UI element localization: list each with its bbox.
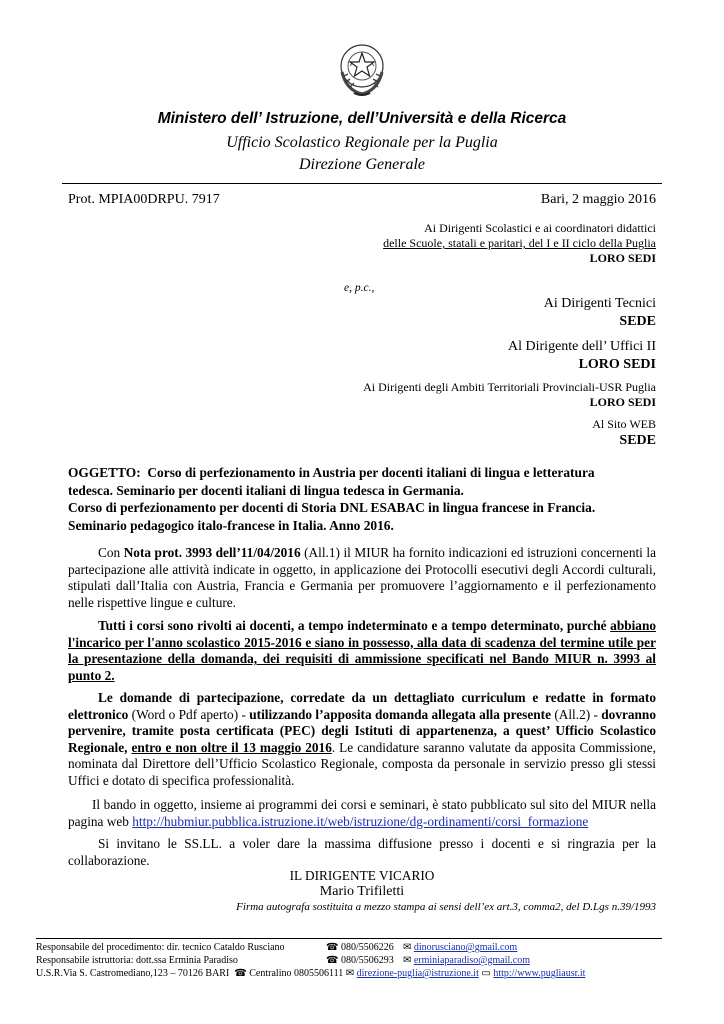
footer-row-procedimento (36, 942, 517, 954)
body-text: (All.1) il MIUR ha fornito indicazioni ed istruzioni concernenti la partecipazione alle attività indicate in oggetto, in applicazione dei Protocolli esecutivi degli Accordi culturali, stipulati dall’Italia con Austria, Francia e Germania per promuovere l’aggiornamento e il perfezionamento nelle rispettive lingue e culture. (68, 545, 656, 610)
paragraph-domande (68, 690, 656, 790)
office-heading: Ufficio Scolastico Regionale per la Puglia (226, 134, 498, 151)
recipient-sede: SEDE (619, 433, 656, 448)
header-divider (62, 183, 662, 184)
body-text: (Word o Pdf aperto) - (128, 706, 250, 722)
phone-icon: ☎ (326, 955, 339, 966)
footer-phone: 080/5506226 (340, 942, 394, 953)
recipients-block-schools (383, 221, 656, 266)
footer-web-link[interactable]: http://www.pugliausr.it (493, 968, 586, 979)
footer-divider (36, 938, 662, 939)
recipients-block-uff (508, 338, 656, 374)
body-text: Con (98, 545, 124, 560)
recipient-sede: LORO SEDI (589, 395, 656, 409)
per-conoscenza-label: e, p.c., (344, 282, 375, 294)
footer-label: Responsabile istruttoria: dott.ssa Erminia Paradiso (36, 955, 238, 966)
body-text: Il bando in oggetto, insieme ai programmi dei corsi e seminari, è stato pubblicato sul sito del MIUR nella pagina web (68, 797, 656, 829)
footer-email-link[interactable]: erminiaparadiso@gmail.com (413, 955, 530, 966)
footer-row-address (36, 968, 585, 980)
body-text: utilizzando l’apposita domanda allegata alla presente (249, 706, 551, 722)
phone-icon: ☎ (326, 942, 339, 953)
footer-label: Responsabile del procedimento: dir. tecnico Cataldo Rusciano (36, 942, 285, 953)
recipient-sede: LORO SEDI (589, 251, 656, 265)
letter-date: Bari, 2 maggio 2016 (540, 192, 656, 207)
footer-address: U.S.R.Via S. Castromediano,123 – 70126 BARI (36, 968, 230, 979)
recipient-line: Al Sito WEB (592, 417, 656, 431)
recipient-line: Ai Dirigenti Scolastici e ai coordinatori didattici (424, 221, 656, 235)
recipient-sede: LORO SEDI (578, 357, 656, 372)
nota-reference: Nota prot. 3993 dell’11/04/2016 (123, 545, 301, 560)
footer-phone: 080/5506293 (340, 955, 394, 966)
paragraph-closing: Si invitano le SS.LL. a voler dare la massima diffusione presso i docenti e si ringrazia per la collaborazione. (68, 836, 656, 868)
italian-republic-emblem-icon (336, 42, 388, 98)
recipients-block-ambiti (363, 380, 656, 410)
body-text: dovranno pervenire, tramite posta certificata (PEC) degli Istituti di appartenenza, a quest’ Ufficio Scolastico Regionale, (68, 706, 656, 755)
signature-title: IL DIRIGENTE VICARIO (289, 868, 435, 883)
subject-label: OGGETTO: (68, 465, 141, 480)
subject-line: Corso di perfezionamento per docenti di Storia DNL ESABAC in lingua francese in Francia. (68, 500, 596, 515)
body-text-underlined: abbiano l'incarico per l'anno scolastico 2015-2016 e siano in possesso, alla data di scadenza del termine utile per la presentazione della domanda, dei requisiti di ammissione specificati nel Bando MIUR n. 3993 al punto 2. (68, 618, 656, 683)
body-text: Tutti i corsi sono rivolti ai docenti, a tempo indeterminato e a tempo determinato, purché (98, 618, 611, 633)
recipient-line: Al Dirigente dell’ Uffici II (508, 339, 656, 354)
deadline-text: entro e non oltre il 13 maggio 2016 (131, 739, 332, 755)
recipients-block-tech (544, 295, 656, 331)
signature-name: Mario Trifiletti (319, 884, 405, 899)
subject-line: Corso di perfezionamento in Austria per docenti italiani di lingua e letteratura (147, 465, 595, 480)
direction-heading: Direzione Generale (298, 156, 426, 173)
footer-email-link[interactable]: direzione-puglia@istruzione.it (356, 968, 479, 979)
footer-centralino: Centralino 0805506111 (249, 968, 344, 979)
mail-icon: ✉ (402, 942, 412, 953)
mail-icon: ✉ (345, 968, 355, 979)
body-text: . Le candidature saranno valutate da apposita Commissione, nominata dal Direttore dell’Ufficio Scolastico Regionale, composta da personale in servizio presso gli stessi Uffici e dotato di specifica professionalità. (68, 739, 656, 788)
miur-link[interactable]: http://hubmiur.pubblica.istruzione.it/web/istruzione/dg-ordinamenti/corsi_formazione (132, 813, 589, 829)
body-text: (All.2) - (550, 706, 602, 722)
recipient-sede: SEDE (619, 314, 656, 329)
paragraph-nota (68, 545, 656, 611)
paragraph-bando (68, 797, 656, 830)
web-icon: ▭ (481, 968, 491, 979)
phone-icon: ☎ (234, 968, 247, 979)
subject-block (68, 464, 668, 534)
protocol-number: Prot. MPIA00DRPU. 7917 (68, 192, 220, 207)
footer-row-istruttoria (36, 955, 530, 967)
subject-line: Seminario pedagogico italo-francese in Italia. Anno 2016. (68, 517, 394, 533)
footer-email-link[interactable]: dinorusciano@gmail.com (413, 942, 518, 953)
recipient-line: Ai Dirigenti degli Ambiti Territoriali Provinciali-USR Puglia (363, 380, 656, 394)
recipient-line: delle Scuole, statali e paritari, del I e II ciclo della Puglia (383, 236, 656, 250)
paragraph-corsi (68, 618, 656, 684)
signature-note: Firma autografa sostituita a mezzo stampa ai sensi dell’ex art.3, comma2, del D.Lgs n.39/1993 (236, 901, 656, 913)
ministry-heading: Ministero dell’ Istruzione, dell’Università e della Ricerca (157, 110, 567, 127)
mail-icon: ✉ (402, 955, 412, 966)
body-text: Le domande di partecipazione, corredate da un dettagliato curriculum e redatte in formato elettronico (68, 690, 656, 722)
recipients-block-web (592, 417, 656, 450)
recipient-line: Ai Dirigenti Tecnici (543, 296, 656, 311)
subject-line: tedesca. Seminario per docenti italiani di lingua tedesca in Germania. (68, 482, 464, 498)
